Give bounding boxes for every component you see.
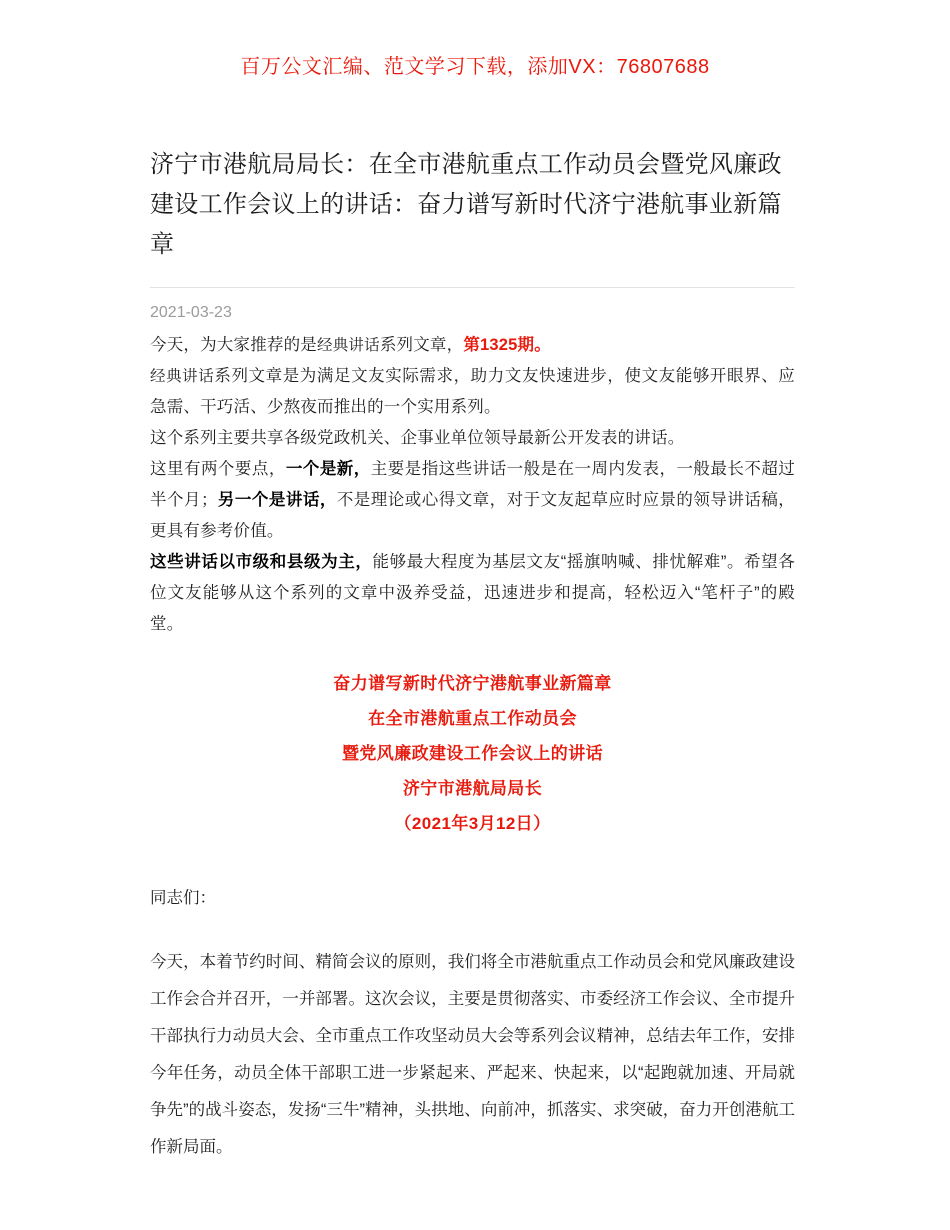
speech-heading-line: 在全市港航重点工作动员会 bbox=[368, 709, 577, 728]
key-point-two: 另一个是讲话， bbox=[217, 491, 337, 509]
intro-paragraph-1 bbox=[150, 330, 795, 361]
scope-note: 这些讲话以市级和县级为主， bbox=[150, 553, 373, 571]
intro-paragraph-5 bbox=[150, 547, 795, 640]
issue-number: 第1325期。 bbox=[463, 336, 551, 354]
intro-text: 系列文章， bbox=[379, 336, 464, 354]
promo-banner: 百万公文汇编、范文学习下载，添加VX：76807688 bbox=[240, 56, 710, 78]
series-name: 经典讲话 bbox=[150, 367, 215, 385]
intro-text: 这个系列主要共享各级党政机关、企事业单位领导最新公开发表的讲话。 bbox=[150, 429, 685, 447]
intro-text: 系列文章是为满足文友实际需求，助力文友快速进步，使文友能够开眼界、应急需、干巧活、少熬夜而推出的一个实用系列。 bbox=[150, 367, 795, 416]
intro-text: 主要是指这些讲话一般是在一周内发表，一般最长不超过半个月； bbox=[150, 460, 796, 509]
title-divider bbox=[150, 287, 795, 288]
intro-text: 这里有两个要点， bbox=[150, 460, 286, 478]
speech-heading-block bbox=[150, 666, 795, 841]
intro-text: 今天，为大家推荐的是 bbox=[150, 336, 317, 354]
intro-text: 不是理论或心得文章，对于文友起草应时应景的领导讲话稿，更具有参考价值。 bbox=[150, 491, 796, 540]
intro-paragraph-2 bbox=[150, 361, 795, 423]
spacer bbox=[150, 841, 795, 883]
intro-paragraph-3 bbox=[150, 423, 795, 454]
key-point-one: 一个是新， bbox=[285, 460, 371, 478]
speech-heading-line: 暨党风廉政建设工作会议上的讲话 bbox=[342, 744, 603, 763]
intro-paragraph-4 bbox=[150, 454, 795, 547]
speech-heading-line: 济宁市港航局局长 bbox=[402, 779, 543, 798]
page-title: 济宁市港航局局长：在全市港航重点工作动员会暨党风廉政建设工作会议上的讲话：奋力谱写新时代济宁港航事业新篇章 bbox=[150, 151, 782, 258]
salutation: 同志们： bbox=[150, 889, 216, 907]
speech-heading-date: （2021年3月12日） bbox=[394, 814, 551, 833]
publish-date: 2021-03-23 bbox=[150, 304, 232, 321]
intro-text: 能够最大程度为基层文友“摇旗呐喊、排忧解难”。希望各位文友能够从这个系列的文章中汲养受益，迅速进步和提高，轻松迈入“笔杆子”的殿堂。 bbox=[150, 553, 795, 633]
speech-heading-line: 奋力谱写新时代济宁港航事业新篇章 bbox=[333, 674, 612, 693]
speech-paragraph-1: 今天，本着节约时间、精简会议的原则，我们将全市港航重点工作动员会和党风廉政建设工作会合并召开，一并部署。这次会议，主要是贯彻落实、市委经济工作会议、全市提升干部执行力动员大会、全市重点工作攻坚动员大会等系列会议精神，总结去年工作，安排今年任务，动员全体干部职工进一步紧起来、严起来、快起来，以“起跑就加速、开局就争先”的战斗姿态，发扬“三牛”精神，头拱地、向前冲，抓落实、求突破，奋力开创港航工作新局面。 bbox=[150, 953, 795, 1156]
series-name: 经典讲话 bbox=[317, 336, 380, 354]
document-content bbox=[0, 145, 950, 1166]
spacer bbox=[150, 914, 795, 944]
